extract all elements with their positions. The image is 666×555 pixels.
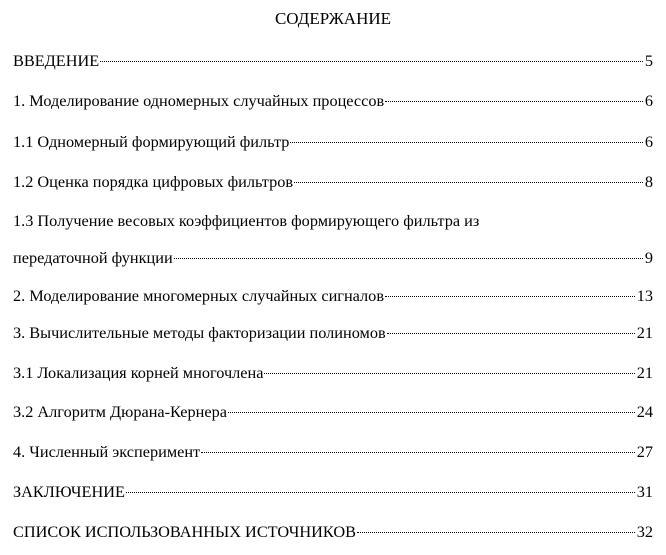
toc-entry-section-4	[13, 441, 653, 463]
toc-entry-label: 1. Моделирование одномерных случайных процессов	[13, 91, 385, 110]
toc-page-number: 32	[636, 522, 653, 541]
toc-entry-section-1-1	[13, 131, 653, 153]
toc-row	[13, 441, 653, 463]
toc-leader-dots	[174, 258, 643, 259]
toc-leader-dots	[264, 373, 634, 374]
toc-entry-label: 3. Вычислительные методы факторизации полиномов	[13, 323, 386, 342]
toc-leader-dots	[228, 412, 635, 413]
toc-entry-conclusion	[13, 481, 653, 503]
toc-leader-dots	[100, 61, 643, 62]
toc-page-number: 6	[644, 132, 653, 151]
toc-row	[13, 50, 653, 72]
toc-leader-dots	[201, 452, 635, 453]
toc-entry-section-1	[13, 90, 653, 112]
toc-row	[13, 131, 653, 153]
toc-entry-label: 1.1 Одномерный формирующий фильтр	[13, 132, 290, 151]
toc-entry-label: 3.1 Локализация корней многочлена	[13, 363, 264, 382]
toc-leader-dots	[357, 532, 635, 533]
toc-page-number: 21	[636, 323, 653, 342]
toc-row	[13, 401, 653, 423]
toc-entry-section-1-3	[13, 210, 653, 269]
toc-page-number: 24	[636, 402, 653, 421]
toc-entry-label: ЗАКЛЮЧЕНИЕ	[13, 482, 125, 501]
toc-page-number: 9	[644, 248, 653, 267]
toc-title: СОДЕРЖАНИЕ	[274, 9, 392, 28]
toc-leader-dots	[126, 492, 635, 493]
toc-page-number: 31	[636, 482, 653, 501]
toc-entry-label: 1.2 Оценка порядка цифровых фильтров	[13, 172, 294, 191]
toc-entry-introduction	[13, 50, 653, 72]
toc-page-number: 6	[644, 91, 653, 110]
toc-row	[13, 247, 653, 269]
toc-row	[13, 285, 653, 307]
toc-entry-label: передаточной функции	[13, 248, 173, 267]
toc-leader-dots	[290, 142, 642, 143]
toc-entry-section-1-2	[13, 171, 653, 193]
toc-entry-label: 3.2 Алгоритм Дюрана-Кернера	[13, 402, 227, 421]
toc-row	[13, 90, 653, 112]
toc-row	[13, 362, 653, 384]
toc-page-number: 13	[636, 286, 653, 305]
toc-page-number: 8	[644, 172, 653, 191]
toc-entry-label: СПИСОК ИСПОЛЬЗОВАННЫХ ИСТОЧНИКОВ	[13, 522, 356, 541]
toc-entry-references	[13, 521, 653, 543]
toc-page-number: 21	[636, 363, 653, 382]
toc-entry-label: 2. Моделирование многомерных случайных сигналов	[13, 286, 385, 305]
toc-row	[13, 481, 653, 503]
toc-page-number: 27	[636, 442, 653, 461]
toc-entry-section-2	[13, 285, 653, 307]
toc-entry-label: 4. Численный эксперимент	[13, 442, 201, 461]
toc-entry-section-3	[13, 322, 653, 344]
toc-leader-dots	[385, 101, 643, 102]
toc-entry-section-3-2	[13, 401, 653, 423]
toc-leader-dots	[387, 333, 635, 334]
toc-entry-section-3-1	[13, 362, 653, 384]
toc-row	[13, 322, 653, 344]
toc-row	[13, 171, 653, 193]
toc-entry-label: ВВЕДЕНИЕ	[13, 51, 100, 70]
toc-entry-label-line1: 1.3 Получение весовых коэффициентов формирующего фильтра из	[13, 211, 480, 230]
toc-leader-dots	[294, 182, 643, 183]
toc-page-number: 5	[644, 51, 653, 70]
toc-leader-dots	[385, 296, 635, 297]
toc-row	[13, 521, 653, 543]
